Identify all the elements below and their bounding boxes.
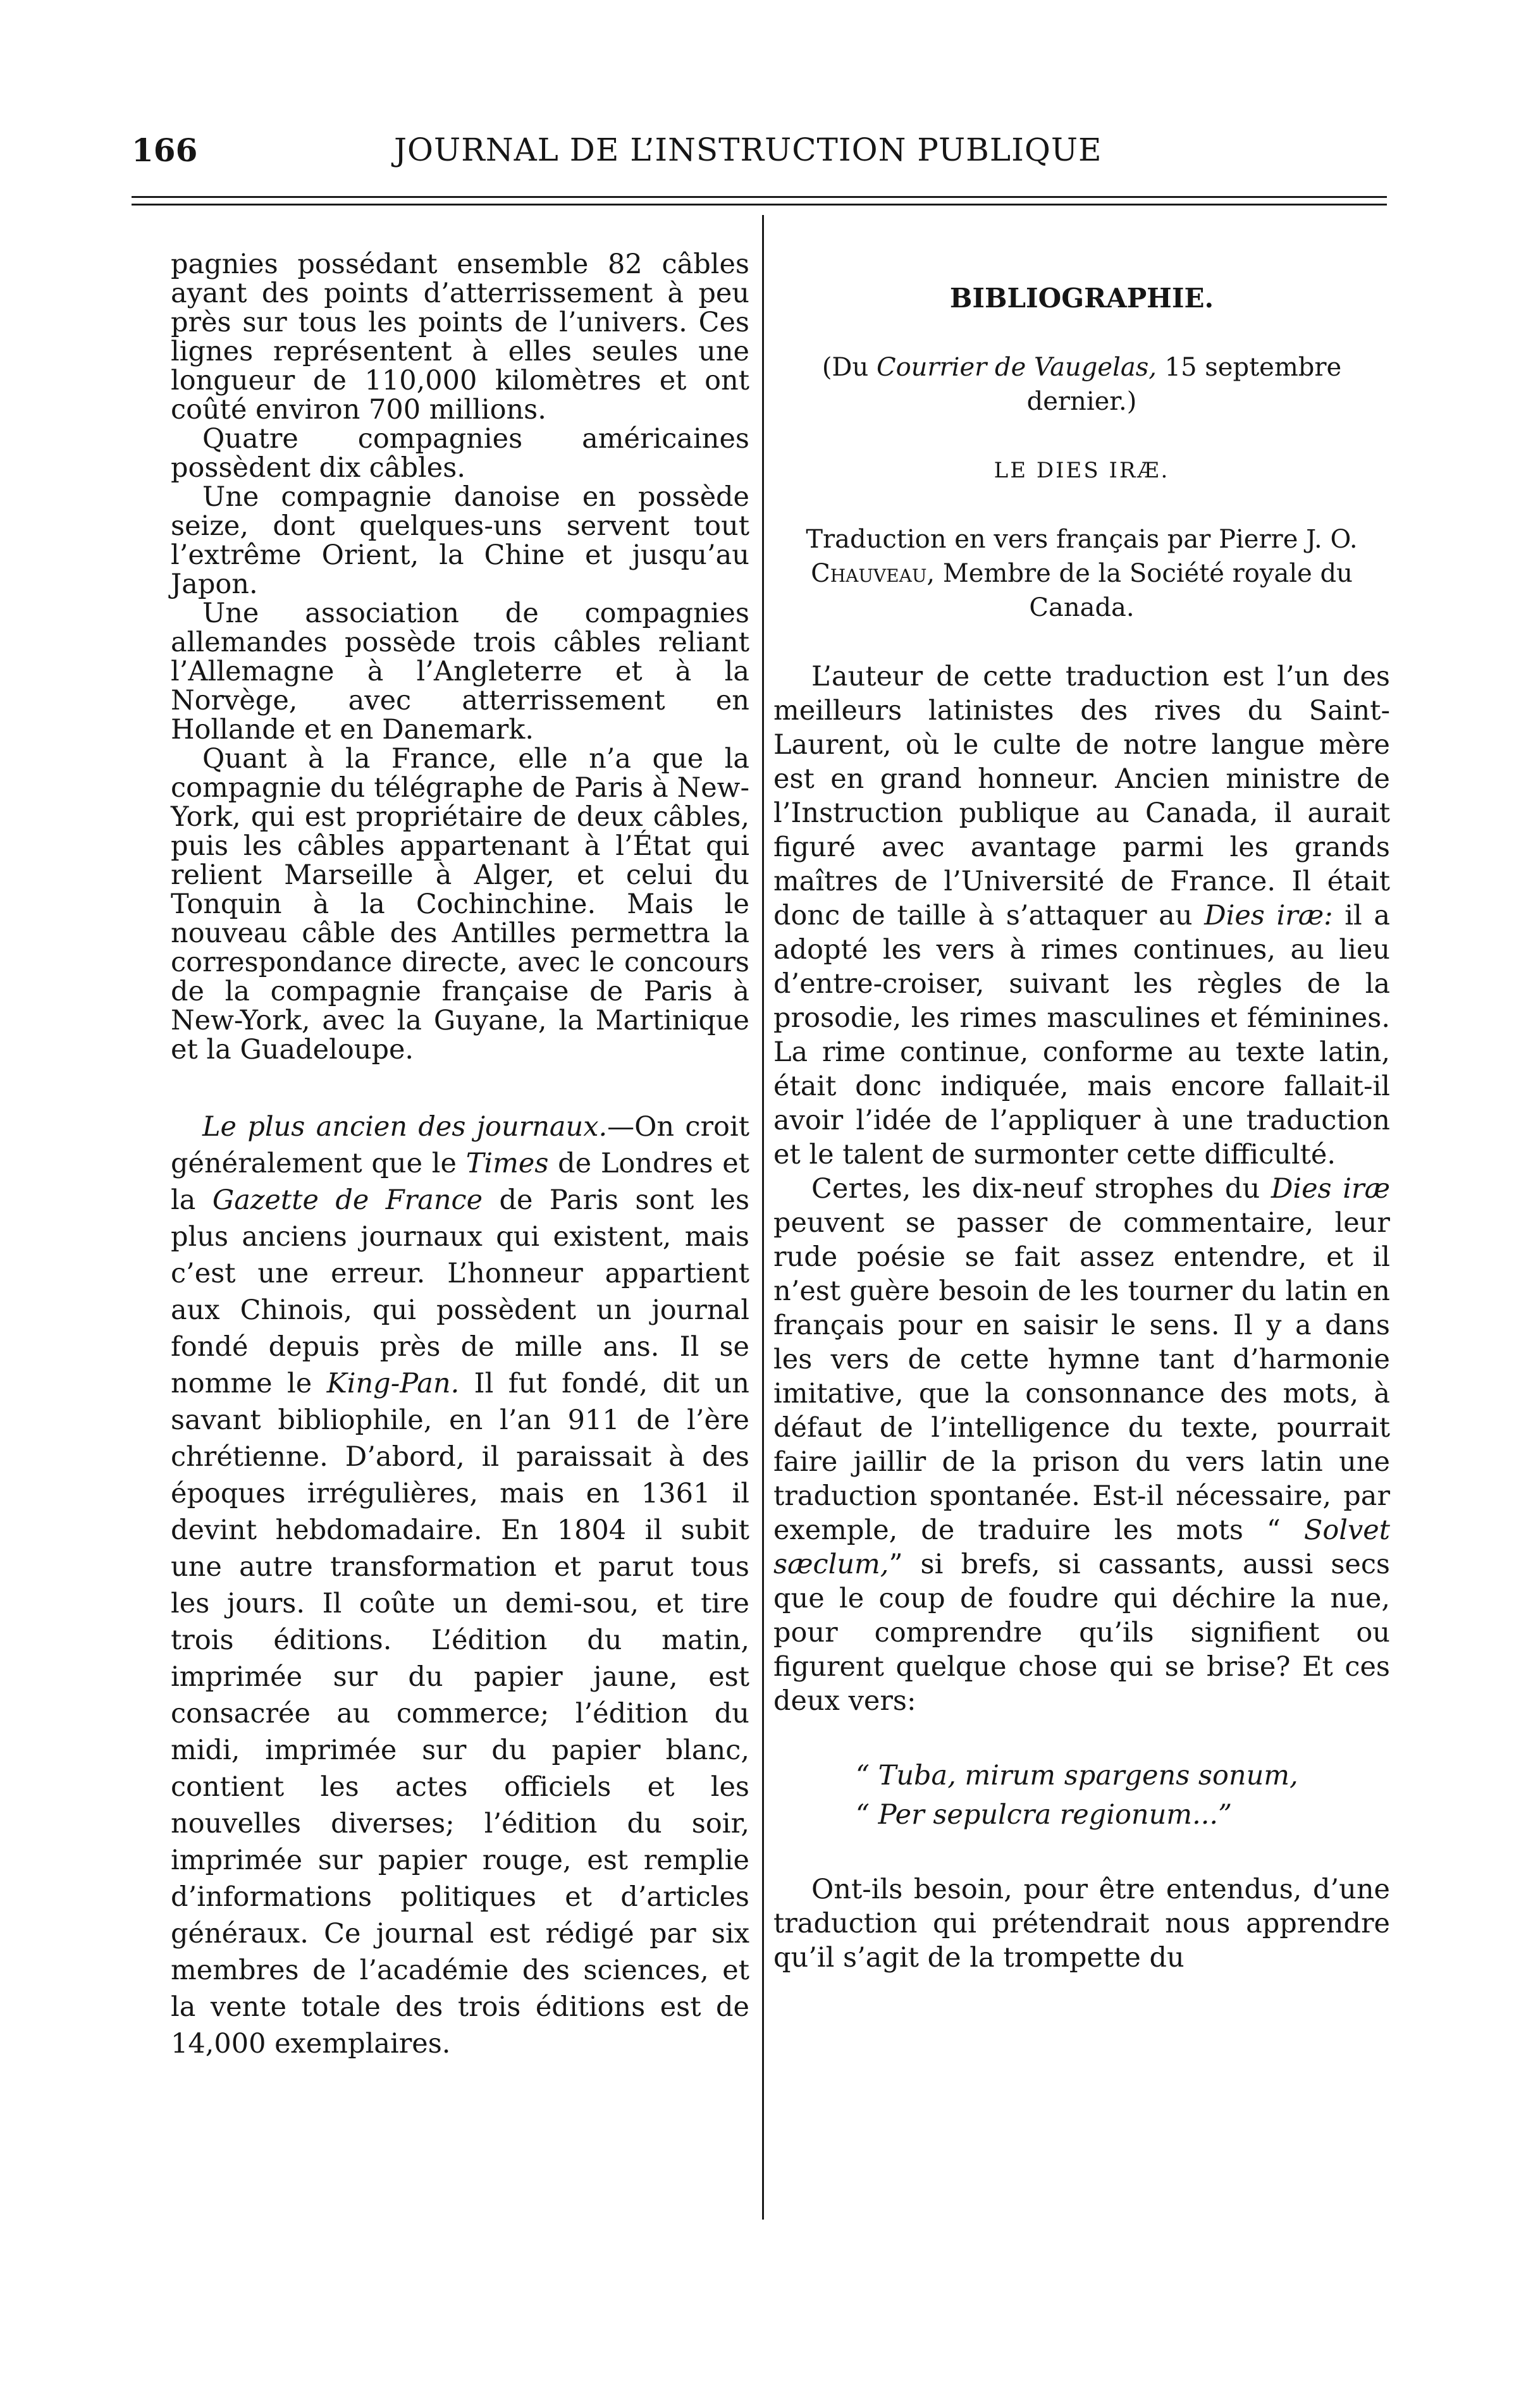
solvet-reference: Solvet sæclum, bbox=[773, 1514, 1390, 1580]
paragraph-strophes: Certes, les dix-neuf strophes du Dies iræ peuvent se passer de commentaire, leur rude poésie se fait assez entendre, et il n’est guère besoin de les tourner du latin en français pour en saisir le sens. Il y a dans les vers de cette hymne tant d’harmonie imitative, que la consonnance des mots, à défaut de l’intelligence du texte, pourrait faire jaillir de la prison du vers latin une traduction spontanée. Est-il nécessaire, par exemple, de traduire les mots “ Solvet sæclum,” si brefs, si cassants, aussi secs que le coup de foudre qui déchire la nue, pour comprendre qu’ils signifient ou figurent quelque chose qui se brise? Et ces deux vers: bbox=[773, 1173, 1390, 1717]
courrier-reference: Courrier de Vaugelas, bbox=[876, 353, 1157, 382]
source-line: (Du Courrier de Vaugelas, 15 septembre dernier.) bbox=[822, 353, 1342, 416]
section-gap bbox=[171, 1064, 749, 1109]
quote-line-2: “ Per sepulcra regionum...” bbox=[856, 1799, 1233, 1831]
header-rule-top bbox=[132, 196, 1387, 198]
poem-title: LE DIES IRÆ. bbox=[994, 458, 1170, 483]
paragraph-oldest-newspaper: Le plus ancien des journaux.—On croit généralement que le Times de Londres et la Gazette de France de Paris sont les plus anciens journaux qui existent, mais c’est une erreur. L’honneur appartient aux Chinois, qui possèdent un journal fondé depuis près de mille ans. Il se nomme le King-Pan. Il fut fondé, dit un savant bibliophile, en l’an 911 de l’ère chrétienne. D’abord, il paraissait à des époques irrégulières, mais en 1361 il devint hebdomadaire. En 1804 il subit une autre transformation et parut tous les jours. Il coûte un demi-sou, et tire trois éditions. L’édition du matin, imprimée sur du papier jaune, est consacrée au commerce; l’édition du midi, imprimée sur du papier blanc, contient les actes officiels et les nouvelles diverses; l’édition du soir, imprimée sur papier rouge, est remplie d’informations politiques et d’articles généraux. Ce journal est rédigé par six membres de l’académie des sciences, et la vente totale des trois éditions est de 14,000 exemplaires. bbox=[171, 1111, 750, 2060]
paragraph-france: Quant à la France, elle n’a que la compagnie du télégraphe de Paris à New-York, qui est propriétaire de deux câbles, puis les câbles appartenant à l’État qui relient Marseille à Alger, et celui du Tonquin à la Cochinchine. Mais le nouveau câble des Antilles permettra la correspondance directe, avec le concours de la compagnie française de Paris à New-York, avec la Guyane, la Martinique et la Guadeloupe. bbox=[171, 743, 749, 1066]
paragraph-trumpet: Ont-ils besoin, pour être entendus, d’une traduction qui prétendrait nous apprendre qu’il s’agit de la trompette du bbox=[773, 1874, 1390, 1974]
dies-irae-reference: Dies iræ: bbox=[1204, 900, 1333, 931]
paragraph-author: L’auteur de cette traduction est l’un des meilleurs latinistes des rives du Saint-Laurent, où le culte de notre langue mère est en grand honneur. Ancien ministre de l’Instruction publique au Canada, il aurait figuré avec avantage parmi les grands maîtres de l’Université de France. Il était donc de taille à s’attaquer au Dies iræ: il a adopté les vers à rimes continues, au lieu d’entre-croiser, suivant les règles de la prosodie, les rimes masculines et féminines. La rime continue, conforme au texte latin, était donc indiquée, mais encore fallait-il avoir l’idée de l’appliquer à une traduction et le talent de surmonter cette difficulté. bbox=[773, 661, 1391, 1170]
latin-quote bbox=[856, 1756, 1390, 1834]
paragraph-german-companies: Une association de compagnies allemandes possède trois câbles reliant l’Allemagne à l’Angleterre et à la Norvège, avec atterrissement en Hollande et en Danemark. bbox=[171, 598, 749, 746]
section-heading: BIBLIOGRAPHIE. bbox=[949, 283, 1214, 314]
running-title: JOURNAL DE L’INSTRUCTION PUBLIQUE bbox=[394, 132, 1102, 168]
king-pan-reference: King-Pan. bbox=[326, 1368, 460, 1399]
header-rule-bottom bbox=[132, 204, 1387, 206]
article-title: Le plus ancien des journaux. bbox=[202, 1111, 608, 1143]
times-reference: Times bbox=[465, 1148, 549, 1179]
page-number: 166 bbox=[132, 132, 198, 169]
paragraph-american-companies: Quatre compagnies américaines possèdent dix câbles. bbox=[171, 423, 749, 484]
left-column bbox=[171, 250, 749, 2062]
paragraph-danish-company: Une compagnie danoise en possède seize, dont quelques-uns servent tout l’extrême Orient, la Chine et jusqu’au Japon. bbox=[171, 481, 749, 600]
right-column bbox=[773, 281, 1390, 1975]
page-header bbox=[132, 132, 1390, 182]
translator-name: Chauveau bbox=[811, 559, 927, 588]
column-divider bbox=[762, 215, 764, 2220]
translation-credit: Traduction en vers français par Pierre J. O. Chauveau, Membre de la Société royale du Canada. bbox=[806, 525, 1358, 622]
dies-irae-reference-2: Dies iræ bbox=[1271, 1173, 1390, 1205]
gazette-reference: Gazette de France bbox=[212, 1184, 483, 1216]
quote-line-1: “ Tuba, mirum spargens sonum, bbox=[856, 1760, 1298, 1791]
paragraph-cables-total: pagnies possédant ensemble 82 câbles ayant des points d’atterrissement à peu près sur tous les points de l’univers. Ces lignes représentent à elles seules une longueur de 110,000 kilomètres et ont coûté environ 700 millions. bbox=[171, 249, 749, 426]
